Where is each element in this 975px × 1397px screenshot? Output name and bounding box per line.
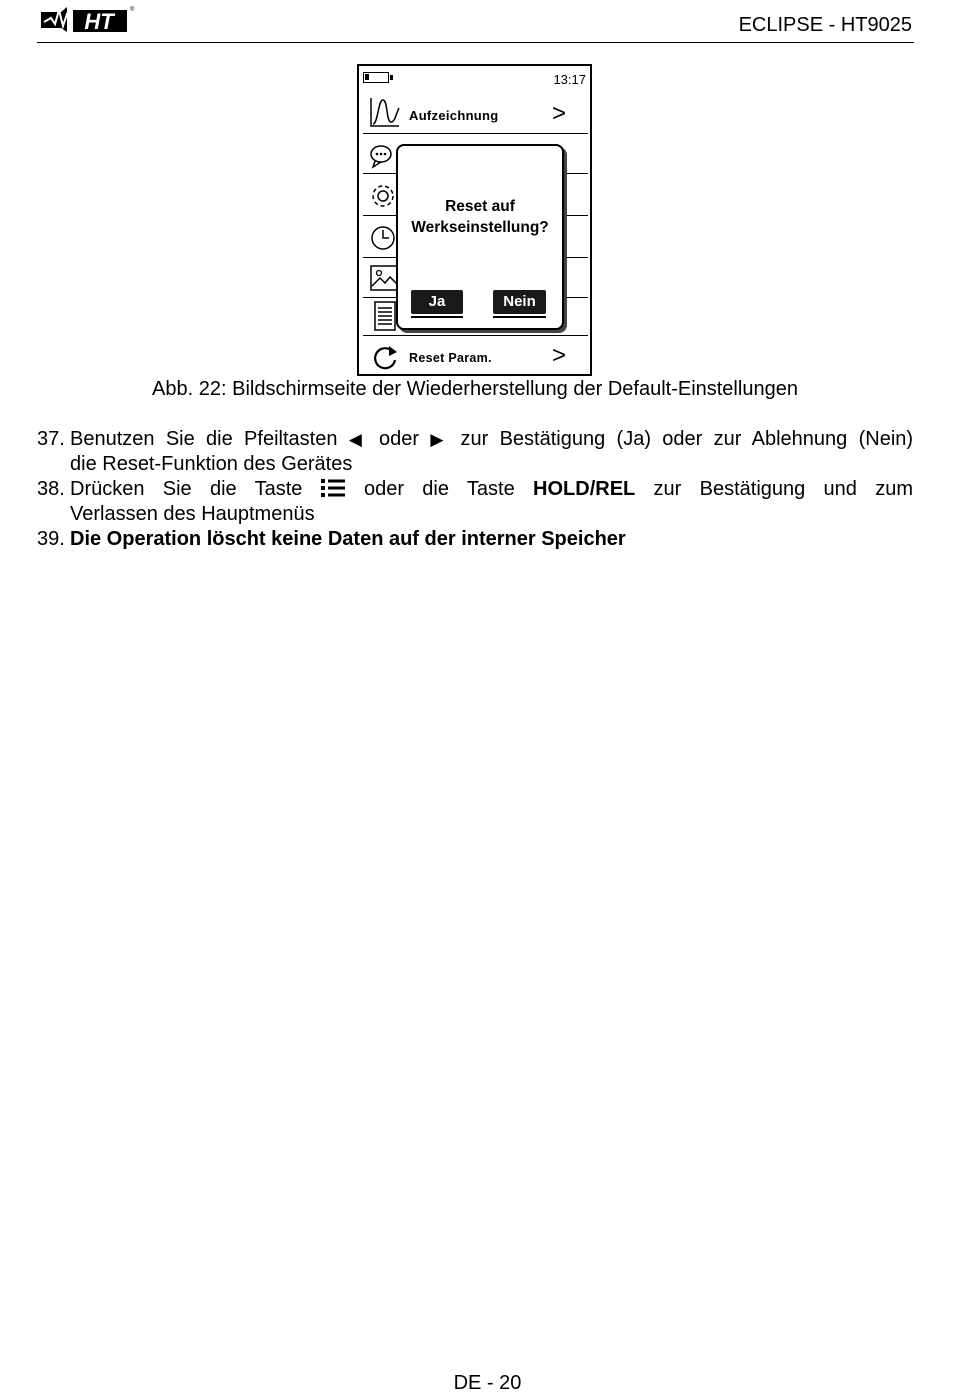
key-name: HOLD/REL — [533, 478, 636, 500]
list-item — [37, 527, 913, 552]
list-item-number: 37. — [37, 428, 65, 450]
list-item-text: Die Operation löscht keine Daten auf der interner Speicher — [70, 528, 626, 550]
dialog-message — [398, 196, 562, 238]
menu-list-icon — [321, 478, 346, 498]
step-text: oder die Taste — [363, 478, 515, 500]
waveform-icon — [369, 96, 401, 128]
menu-label-recording: Aufzeichnung — [409, 108, 499, 123]
yes-button[interactable]: Ja — [411, 290, 463, 314]
no-button[interactable]: Nein — [493, 290, 546, 314]
dialog-message-line-2: Werkseinstellung? — [411, 219, 549, 236]
reset-confirm-dialog — [396, 144, 564, 330]
step-text: zur Bestätigung und zum — [653, 478, 913, 500]
logo-text: HT — [84, 9, 114, 34]
list-item-line — [70, 477, 913, 502]
list-item-line: Verlassen des Hauptmenüs — [70, 503, 315, 525]
step-text: zur Bestätigung (Ja) oder zur Ablehnung (Nein) — [460, 428, 914, 450]
ht-logo — [41, 4, 133, 36]
battery-icon — [363, 72, 389, 83]
device-screen — [357, 64, 592, 376]
list-item — [37, 427, 913, 477]
menu-item-reset[interactable] — [363, 336, 588, 376]
figure-caption: Abb. 22: Bildschirmseite der Wiederherstellung der Default-Einstellungen — [152, 378, 798, 400]
left-arrow-icon: ◀ — [348, 430, 368, 449]
step-text: Drücken Sie die Taste — [70, 478, 303, 500]
list-item — [37, 477, 913, 527]
step-text: Benutzen Sie die Pfeiltasten — [70, 428, 338, 450]
chevron-right-icon: > — [551, 100, 566, 127]
refresh-icon — [369, 342, 401, 374]
list-item-line: die Reset-Funktion des Gerätes — [70, 453, 353, 475]
menu-label-reset: Reset Param. — [409, 351, 492, 365]
svg-text:®: ® — [130, 7, 135, 13]
clock-time: 13:17 — [553, 72, 586, 87]
step-text: oder — [378, 428, 419, 450]
list-item-line — [70, 427, 913, 452]
list-item-text — [70, 477, 913, 527]
chevron-right-icon: > — [551, 342, 566, 369]
dialog-message-line-1: Reset auf — [445, 198, 515, 215]
list-item-number: 39. — [37, 528, 65, 550]
list-item-number: 38. — [37, 478, 65, 500]
list-item-text — [70, 427, 913, 477]
right-arrow-icon: ▶ — [430, 430, 450, 449]
page-number: DE - 20 — [453, 1372, 522, 1394]
status-bar — [359, 66, 590, 90]
document-title: ECLIPSE - HT9025 — [738, 14, 912, 36]
page-header — [37, 0, 914, 43]
menu-item-recording[interactable] — [363, 90, 588, 134]
